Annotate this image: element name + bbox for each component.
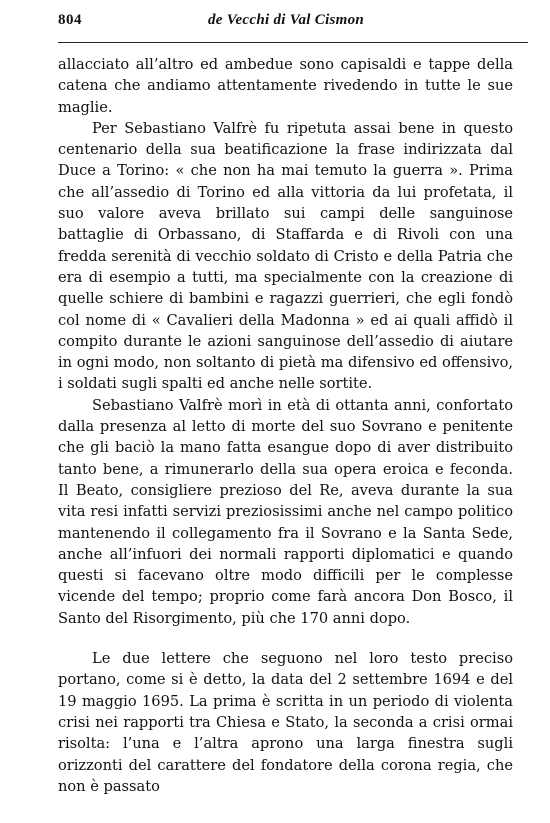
header-rule	[58, 42, 528, 43]
page-header	[58, 10, 528, 34]
paragraph-valfre-war: Per Sebastiano Valfrè fu ripetuta assai bene in questo centenario della sua beatificazione la frase indirizzata dal Duce a Torino: « che non ha mai temuto la guerra ». Prima che all’assedio di Torino ed alla vittoria da lui profetata, il suo valore aveva brillato sui campi delle sanguinose battaglie di Orbassano, di Staffarda e di Rivoli con una fredda serenità di vecchio soldato di Cristo e della Patria che era di esempio a tutti, ma specialmente con la creazione di quelle schiere di bambini e ragazzi guerrieri, che egli fondò col nome di « Cavalieri della Madonna » ed ai quali affidò il compito durante le azioni sanguinose dell’assedio di aiutare in ogni modo, non soltanto di pietà ma difensivo ed offensivo, i soldati sugli spalti ed anche nelle sortite.	[58, 119, 513, 393]
section-gap	[58, 629, 513, 648]
page-number: 804	[58, 12, 82, 28]
running-title: de Vecchi di Val Cismon	[208, 12, 365, 28]
paragraph-letters: Le due lettere che seguono nel loro testo preciso portano, come si è detto, la data del 2 settembre 1694 e del 19 maggio 1695. La prima è scritta in un periodo di violenta crisi nei rapporti tra Chiesa e Stato, la seconda a crisi ormai risolta: l’una e l’altra aprono una larga finestra sugli orizzonti del carattere del fondatore della corona regia, che non è passato	[58, 650, 513, 795]
paragraph-continuation: allacciato all’altro ed ambedue sono capisaldi e tappe della catena che andiamo attentamente rivedendo in tutte le sue maglie.	[58, 56, 513, 116]
body-text	[58, 54, 513, 797]
book-page	[58, 10, 528, 795]
paragraph-valfre-death: Sebastiano Valfrè morì in età di ottanta anni, confortato dalla presenza al letto di morte del suo Sovrano e penitente che gli baciò la mano fatta esangue dopo di aver distribuito tanto bene, a rimunerarlo della sua opera eroica e feconda. Il Beato, consigliere prezioso del Re, aveva durante la sua vita resi infatti servizi preziosissimi anche nel campo politico mantenendo il collegamento fra il Sovrano e la Santa Sede, anche all’infuori dei normali rapporti diplomatici e quando questi si facevano oltre modo difficili per le complesse vicende del tempo; proprio come farà ancora Don Bosco, il Santo del Risorgimento, più che 170 anni dopo.	[58, 396, 513, 627]
